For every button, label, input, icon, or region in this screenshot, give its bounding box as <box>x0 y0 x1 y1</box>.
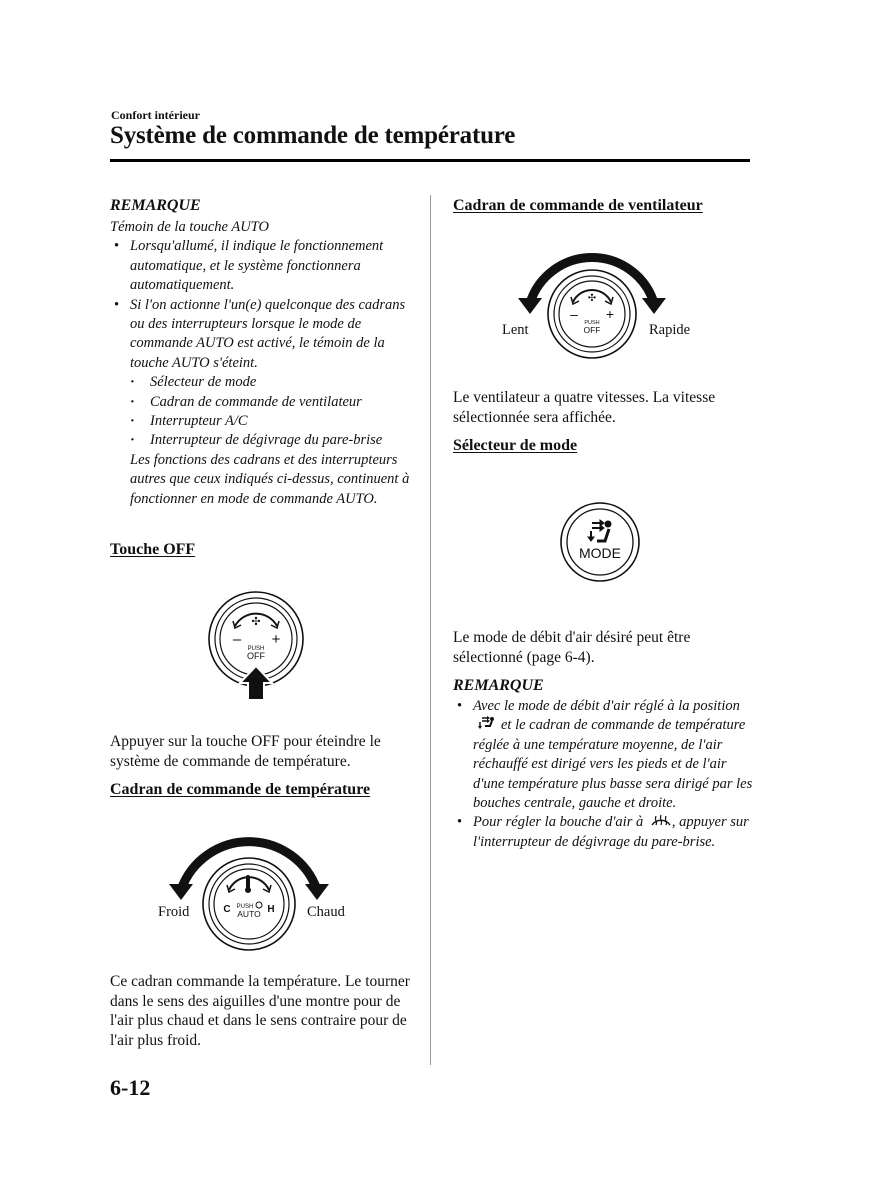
temp-label-hot: Chaud <box>307 904 345 920</box>
remarque-tail: Les fonctions des cadrans et des interrupteurs autres que ceux indiqués ci-dessus, continuent à fonctionner en mode de commande AUTO. <box>130 451 410 507</box>
column-divider <box>430 195 431 1065</box>
page-title: Système de commande de température <box>110 122 516 149</box>
remarque-intro: Témoin de la touche AUTO <box>110 219 269 235</box>
airflow-feet-icon <box>477 716 497 730</box>
fan-label-slow: Lent <box>502 322 529 338</box>
remarque-block-right <box>453 697 753 852</box>
fan-label-fast: Rapide <box>649 322 691 338</box>
temp-heading: Cadran de commande de température <box>110 781 371 798</box>
bullet-text: et le cadran de commande de température réglée à une température moyenne, de l'air réchauffé est dirigé vers les pieds et de l'air d'une température plus basse sera dirigé par les bouches centrale, gauche et droite. <box>473 717 753 812</box>
defrost-icon <box>650 813 672 827</box>
svg-text:✣: ✣ <box>251 616 261 628</box>
knob-plus: + <box>271 631 281 648</box>
arrow-ccw-icon <box>169 884 193 900</box>
off-heading: Touche OFF <box>110 541 196 558</box>
knob-push: PUSH <box>247 646 265 652</box>
fan-text: Le ventilateur a quatre vitesses. La vitesse sélectionnée sera affichée. <box>453 389 716 426</box>
fan-icon: ✣ <box>587 293 597 304</box>
remarque-bullets <box>110 237 415 373</box>
temp-knob-illustration <box>155 822 355 952</box>
mode-text: Le mode de débit d'air désiré peut être sélectionné (page 6-4). <box>453 629 691 666</box>
knob-minus: – <box>570 306 578 322</box>
sub-item: · Cadran de commande de ventilateur <box>110 393 415 412</box>
knob-off: OFF <box>247 651 265 661</box>
mode-label: MODE <box>579 545 621 561</box>
arrow-cw-icon <box>642 298 666 314</box>
knob-auto: AUTO <box>237 909 261 919</box>
section-label: Confort intérieur <box>111 108 200 122</box>
bullet-text: Avec le mode de débit d'air réglé à la position <box>473 698 740 714</box>
remarque-bullet: • Si l'on actionne l'un(e) quelconque des cadrans ou des interrupteurs lorsque le mode de commande AUTO est activé, le témoin de la touche AUTO s'éteint. <box>110 296 415 374</box>
sub-item: · Sélecteur de mode <box>110 373 415 392</box>
remarque-bullet <box>453 813 753 852</box>
sub-item: · Interrupteur A/C <box>110 412 415 431</box>
sub-item: · Interrupteur de dégivrage du pare-brise <box>110 431 415 450</box>
remarque-bullets <box>453 697 753 852</box>
knob-c: C <box>223 904 231 915</box>
knob-off: OFF <box>583 325 601 335</box>
remarque-bullet <box>453 697 753 813</box>
bullet-text: Pour régler la bouche d'air à <box>473 814 644 831</box>
mode-button-illustration <box>559 501 641 583</box>
arrow-cw-icon <box>305 884 329 900</box>
knob-plus: + <box>605 306 615 322</box>
remarque-heading-left: REMARQUE <box>110 197 201 214</box>
knob-push: PUSH <box>236 904 254 910</box>
bullet-text: , appuyer sur l'interrupteur de dégivrage du pare-brise. <box>473 814 749 850</box>
off-knob-illustration <box>205 588 307 706</box>
temp-text: Ce cadran commande la température. Le tourner dans le sens des aiguilles d'une montre pour de l'air plus chaud et dans le sens contraire pour de l'air plus froid. <box>110 973 410 1049</box>
fan-heading: Cadran de commande de ventilateur <box>453 197 703 214</box>
thermometer-icon <box>246 875 250 889</box>
fan-knob-illustration <box>510 240 675 362</box>
remarque-sub-list <box>110 373 415 451</box>
remarque-bullet: • Lorsqu'allumé, il indique le fonctionnement automatique, et le système fonctionnera automatiquement. <box>110 237 415 295</box>
arrow-ccw-icon <box>518 298 542 314</box>
remarque-heading-right: REMARQUE <box>453 677 544 694</box>
title-rule <box>110 159 750 162</box>
knob-h: H <box>267 904 275 915</box>
temp-label-cold: Froid <box>158 904 190 920</box>
remarque-block-left <box>110 218 415 509</box>
page-number: 6-12 <box>110 1075 151 1100</box>
mode-heading: Sélecteur de mode <box>453 437 578 454</box>
off-text: Appuyer sur la touche OFF pour éteindre le système de commande de température. <box>110 733 381 770</box>
knob-push: PUSH <box>584 320 600 326</box>
knob-minus: – <box>232 631 242 648</box>
